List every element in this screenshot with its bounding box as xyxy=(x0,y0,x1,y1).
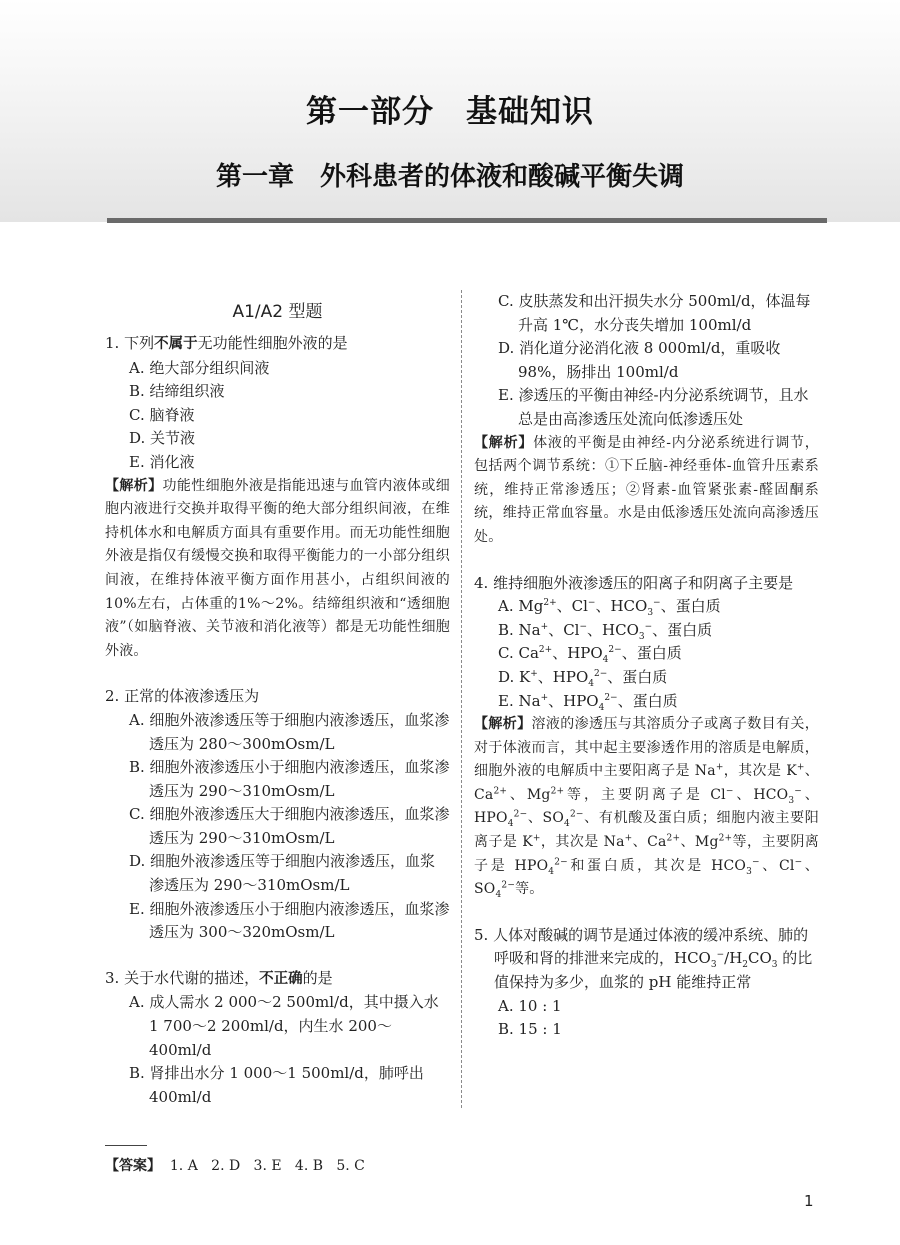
question-stem: 5. 人体对酸碱的调节是通过体液的缓冲系统、肺的呼吸和肾的排泄来完成的，$HCO_3^-/H_2CO_3$ 的比值保持为多少，血浆的 pH 能维持正常 xyxy=(474,925,813,992)
question-3-continued xyxy=(474,290,819,550)
part-title: 第一部分 基础知识 xyxy=(306,94,594,130)
question-stem: 4. 维持细胞外液渗透压的阳离子和阴离子主要是 xyxy=(474,573,794,592)
question-3 xyxy=(105,967,450,1110)
option-a: A. 10 : 1 xyxy=(498,996,562,1015)
option-a: A. 细胞外液渗透压等于细胞内液渗透压，血浆渗透压为 280～300mOsm/L xyxy=(129,710,450,753)
footnote-rule xyxy=(105,1145,147,1146)
option-d: D. 消化道分泌消化液 8 000ml/d，重吸收 98%，肠排出 100ml/d xyxy=(498,339,781,381)
section-title: A1/A2 型题 xyxy=(232,302,323,322)
left-column xyxy=(105,290,450,1131)
analysis: 【解析】功能性细胞外液是指能迅速与血管内液体或细胞内液进行交换并取得平衡的绝大部分组织间液，在维持机体水和电解质方面具有重要作用。而无功能性细胞外液是指仅有缓慢交换和取得平衡能力的一小部分组织间液，在维持体液平衡方面作用甚小，占组织间液的10%左右，占体重的1%～2%。结缔组织液和“透细胞液”（如脑脊液、关节液和消化液等）都是无功能性细胞外液。 xyxy=(105,477,450,659)
question-stem: 3. 关于水代谢的描述，不正确的是 xyxy=(105,968,333,987)
option-e: E. Na+、$HPO_4^{2-}$、蛋白质 xyxy=(498,691,678,713)
question-1 xyxy=(105,332,450,663)
question-stem: 2. 正常的体液渗透压为 xyxy=(105,687,260,706)
option-b: B. 结缔组织液 xyxy=(129,382,225,401)
question-stem: 1. 下列不属于无功能性细胞外液的是 xyxy=(105,334,348,352)
option-c: C. 皮肤蒸发和出汗损失水分 500ml/d，体温每升高 1℃，水分丧失增加 100ml/d xyxy=(498,292,811,334)
option-b: B. 细胞外液渗透压小于细胞内液渗透压，血浆渗透压为 290～310mOsm/L xyxy=(129,758,450,800)
column-divider xyxy=(461,290,462,1108)
option-d: D. K+、$HPO_4^{2-}$、蛋白质 xyxy=(498,667,668,689)
option-e: E. 细胞外液渗透压小于细胞内液渗透压，血浆渗透压为 300～320mOsm/L xyxy=(129,899,450,942)
chapter-title: 第一章 外科患者的体液和酸碱平衡失调 xyxy=(215,162,684,192)
right-column xyxy=(474,290,819,1064)
option-d: D. 细胞外液渗透压等于细胞内液渗透压，血浆渗透压为 290～310mOsm/L xyxy=(129,852,436,895)
option-c: C. 脑脊液 xyxy=(129,405,195,424)
question-4 xyxy=(474,572,819,902)
question-2 xyxy=(105,685,450,945)
option-a: A. 绝大部分组织间液 xyxy=(129,358,270,377)
page-number: 1 xyxy=(804,1192,814,1210)
option-c: C. 细胞外液渗透压大于细胞内液渗透压，血浆渗透压为 290～310mOsm/L xyxy=(129,805,450,847)
analysis: 【解析】体液的平衡是由神经-内分泌系统进行调节，包括两个调节系统：①下丘脑-神经垂体-血管升压素系统，维持正常渗透压；②肾素-血管紧张素-醛固酮系统，维持正常血容量。水是由低渗透压处流向高渗透压处。 xyxy=(474,434,819,545)
option-b: B. 肾排出水分 1 000～1 500ml/d，肺呼出 400ml/d xyxy=(129,1064,424,1106)
option-e: E. 渗透压的平衡由神经-内分泌系统调节，且水总是由高渗透压处流向低渗透压处 xyxy=(498,386,809,428)
header-rule xyxy=(107,218,827,223)
option-a: A. $Mg^{2+}$、Cl−、$HCO_3^-$、蛋白质 xyxy=(498,597,721,619)
option-a: A. 成人需水 2 000～2 500ml/d，其中摄入水 1 700～2 200ml/d，内生水 200～400ml/d xyxy=(129,993,439,1059)
option-e: E. 消化液 xyxy=(129,452,195,471)
option-d: D. 关节液 xyxy=(129,429,196,448)
question-5 xyxy=(474,924,819,1042)
answer-key: 【答案】 1. A 2. D 3. E 4. B 5. C xyxy=(105,1158,365,1174)
option-c: C. $Ca^{2+}$、$HPO_4^{2-}$、蛋白质 xyxy=(498,644,682,666)
option-b: B. 15 : 1 xyxy=(498,1020,562,1039)
analysis: 【解析】溶液的渗透压与其溶质分子或离子数目有关，对于体液而言，其中起主要渗透作用的溶质是电解质，细胞外液的电解质中主要阳离子是 Na+，其次是 K+、$Ca^{2+}$、$Mg^{2+}$等，主要阴离子是 Cl−、$HCO_3^-$、$HPO_4^{2-}$、$SO_4^{2-}$、有机酸及蛋白质；细胞内液主要阳离子是 K+，其次是 Na+、$Ca^{2+}$、$Mg^{2+}$等，主要阴离子是 $HPO_4^{2-}$和蛋白质，其次是 $HCO_3^-$、Cl−、$SO_4^{2-}$等。 xyxy=(474,716,820,901)
option-b: B. Na+、Cl−、$HCO_3^-$、蛋白质 xyxy=(498,620,713,642)
